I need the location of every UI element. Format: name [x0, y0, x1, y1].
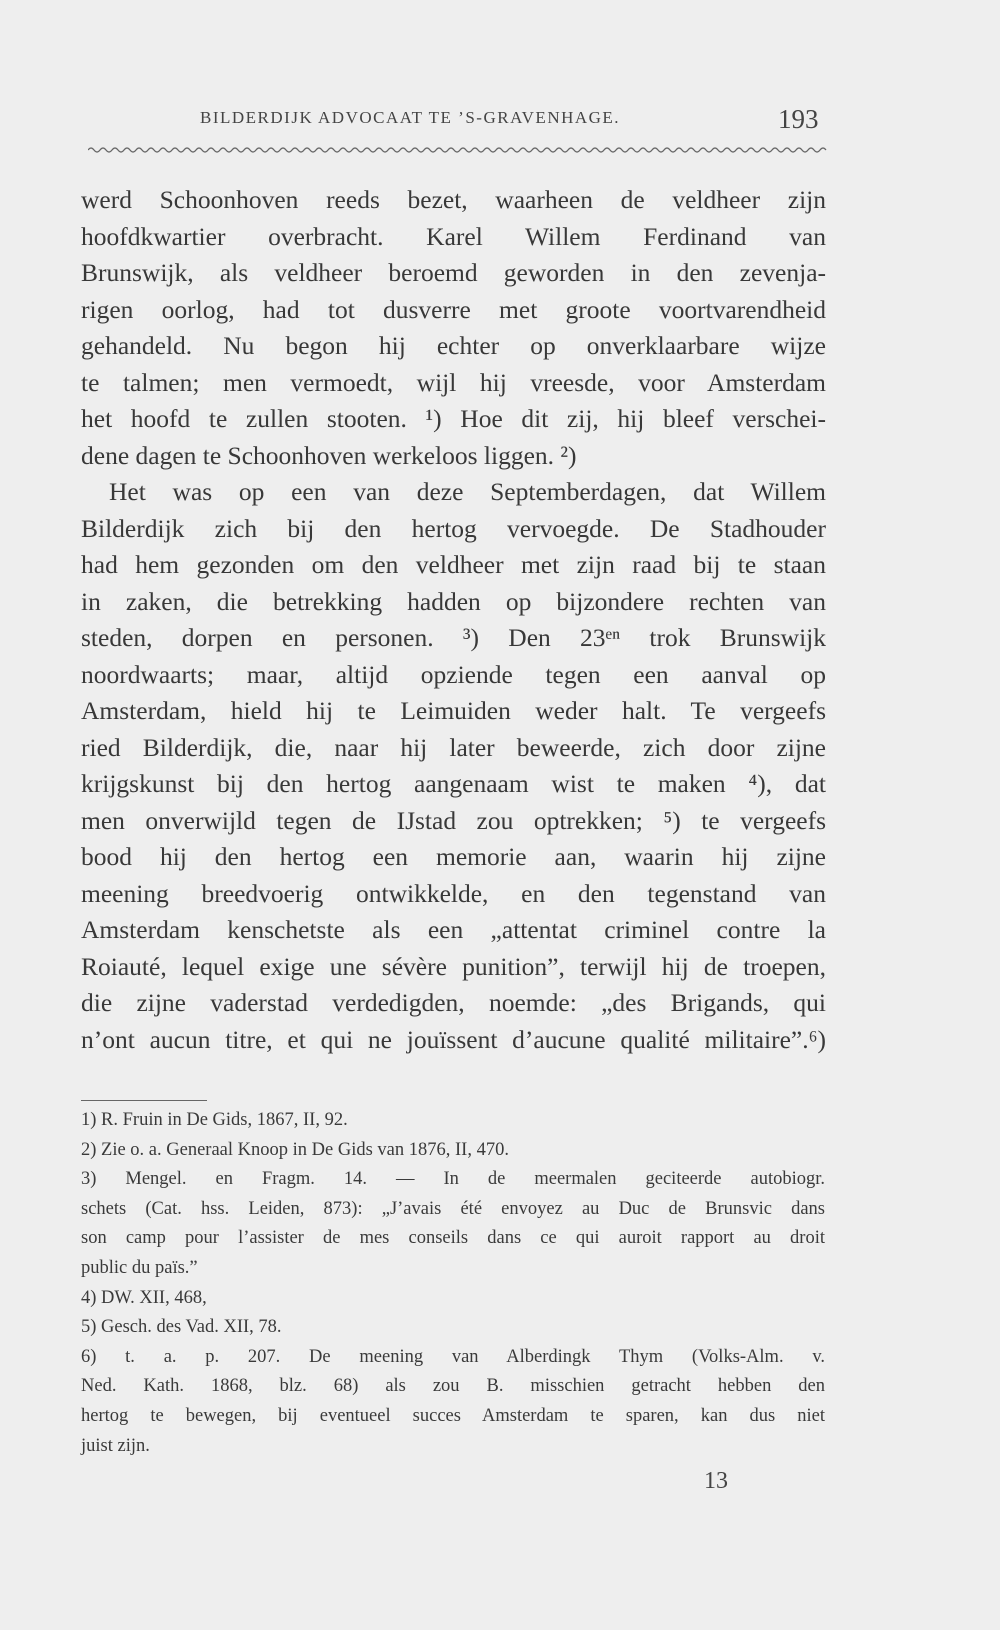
page-number: 193 — [778, 104, 819, 134]
footnote-line: 4) DW. XII, 468, — [81, 1287, 207, 1308]
body-line: n’ont aucun titre, et qui ne jouïssent d’aucune qualité militaire”.⁶) — [81, 1024, 826, 1054]
footnote-rule — [81, 1100, 207, 1101]
footnotes — [81, 1106, 825, 1461]
footnote-line: 3) Mengel. en Fragm. 14. — In de meermalen geciteerde autobiogr. — [81, 1169, 825, 1190]
body-line: Bilderdijk zich bij den hertog vervoegde. De Stadhouder — [81, 513, 826, 543]
body-line: men onverwijld tegen de IJstad zou optrekken; ⁵) te vergeefs — [81, 805, 826, 835]
body-line: Roiauté, lequel exige une sévère punition”, terwijl hij de troepen, — [81, 951, 826, 981]
body-line: gehandeld. Nu begon hij echter op onverklaarbare wijze — [81, 331, 826, 360]
body-line: Amsterdam, hield hij te Leimuiden weder halt. Te vergeefs — [81, 696, 826, 725]
body-line: het hoofd te zullen stooten. ¹) Hoe dit zij, hij bleef verschei- — [81, 404, 826, 433]
footnote-line: 6) t. a. p. 207. De meening van Alberdingk Thym (Volks-Alm. v. — [81, 1346, 825, 1367]
body-line: had hem gezonden om den veldheer met zijn raad bij te staan — [81, 550, 826, 579]
body-line: in zaken, die betrekking hadden op bijzondere rechten van — [81, 586, 826, 616]
body-line: meening breedvoerig ontwikkelde, en den tegenstand van — [81, 878, 826, 908]
body-line: hoofdkwartier overbracht. Karel Willem Ferdinand van — [81, 221, 826, 251]
body-line: steden, dorpen en personen. ³) Den 23ᵉⁿ trok Brunswijk — [81, 623, 826, 652]
body-line: rigen oorlog, had tot dusverre met groote voortvarendheid — [81, 294, 826, 324]
wavy-header-rule — [88, 146, 830, 154]
body-line: die zijne vaderstad verdedigden, noemde: „des Brigands, qui — [81, 988, 826, 1017]
footnote-line: hertog te bewegen, bij eventueel succes Amsterdam te sparen, kan dus niet — [81, 1405, 825, 1426]
body-text — [81, 182, 826, 1058]
footnote-line: 5) Gesch. des Vad. XII, 78. — [81, 1317, 282, 1338]
footnote-line: son camp pour l’assister de mes conseils dans ce qui auroit rapport au droit — [81, 1228, 825, 1249]
body-line: noordwaarts; maar, altijd opziende tegen een aanval op — [81, 659, 826, 689]
footnote-line: public du païs.” — [81, 1257, 198, 1278]
body-line: bood hij den hertog een memorie aan, waarin hij zijne — [81, 842, 826, 871]
footnote-line: Ned. Kath. 1868, blz. 68) als zou B. misschien getracht hebben den — [81, 1376, 825, 1397]
body-line: Amsterdam kenschetste als een „attentat criminel contre la — [81, 915, 826, 944]
footnote-line: 1) R. Fruin in De Gids, 1867, II, 92. — [81, 1110, 348, 1130]
body-line: dene dagen te Schoonhoven werkeloos liggen. ²) — [81, 440, 577, 470]
body-line: krijgskunst bij den hertog aangenaam wist te maken ⁴), dat — [81, 769, 826, 798]
body-line: te talmen; men vermoedt, wijl hij vreesde, voor Amsterdam — [81, 367, 826, 397]
running-head: BILDERDIJK ADVOCAAT TE ’S-GRAVENHAGE. — [200, 108, 621, 127]
body-line: ried Bilderdijk, die, naar hij later beweerde, zich door zijne — [81, 732, 826, 762]
body-line: werd Schoonhoven reeds bezet, waarheen de veldheer zijn — [81, 185, 826, 214]
body-line: Het was op een van deze Septemberdagen, dat Willem — [109, 477, 826, 506]
footnote-line: 2) Zie o. a. Generaal Knoop in De Gids van 1876, II, 470. — [81, 1139, 509, 1160]
signature-mark: 13 — [704, 1468, 728, 1494]
footnote-line: juist zijn. — [81, 1435, 150, 1456]
footnote-line: schets (Cat. hss. Leiden, 873): „J’avais été envoyez au Duc de Brunsvic dans — [81, 1198, 825, 1219]
body-line: Brunswijk, als veldheer beroemd geworden in den zevenja- — [81, 258, 826, 287]
